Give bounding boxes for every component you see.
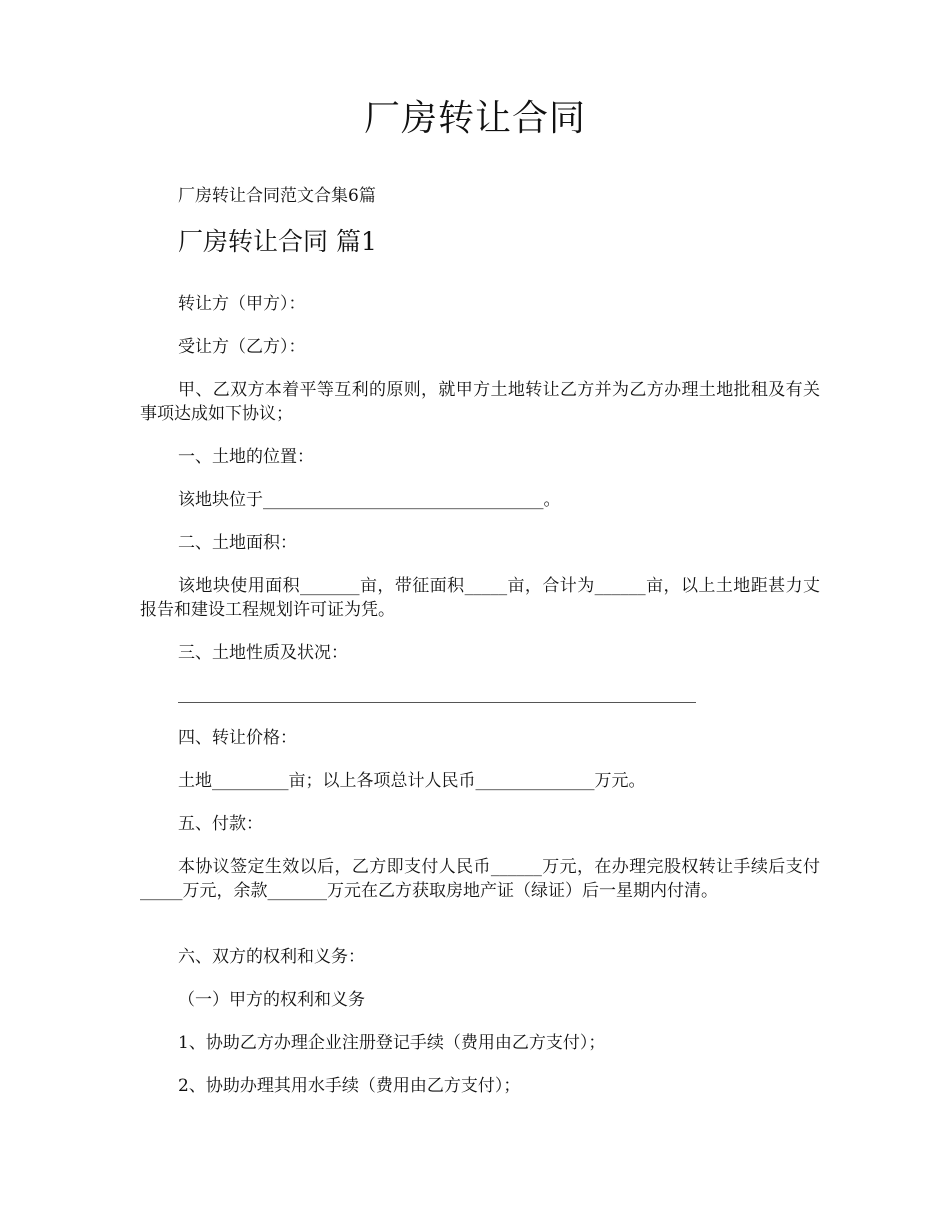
payment-paragraph: 本协议签定生效以后，乙方即支付人民币______万元，在办理完股权转让手续后支付_____万元，余款_______万元在乙方获取房地产证（绿证）后一星期内付清。 (140, 857, 820, 901)
document-title: 厂房转让合同 (363, 98, 586, 139)
agreement-intro-paragraph: 甲、乙双方本着平等互利的原则，就甲方土地转让乙方并为乙方办理土地批租及有关事项达成如下协议； (140, 380, 820, 424)
item-1-line: 1、协助乙方办理企业注册登记手续（费用由乙方支付）； (178, 1033, 606, 1053)
transfer-price-line: 土地_________亩；以上各项总计人民币______________万元。 (178, 771, 646, 791)
blank-fill-rule (178, 702, 696, 703)
clause-3-heading: 三、土地性质及状况： (178, 643, 348, 663)
section-heading: 厂房转让合同 篇1 (178, 227, 377, 256)
land-location-line: 该地块位于_________________________________。 (178, 490, 561, 510)
clause-4-heading: 四、转让价格： (178, 728, 297, 748)
clause-5-heading: 五、付款： (178, 814, 263, 834)
land-area-paragraph: 该地块使用面积_______亩，带征面积_____亩，合计为______亩，以上土地距甚力丈报告和建设工程规划许可证为凭。 (140, 576, 820, 620)
party-a-line: 转让方（甲方）： (178, 294, 306, 314)
party-b-line: 受让方（乙方）： (178, 337, 306, 357)
document-subtitle: 厂房转让合同范文合集6篇 (178, 186, 376, 206)
clause-1-heading: 一、土地的位置： (178, 447, 314, 467)
party-a-rights-heading: （一）甲方的权利和义务 (178, 990, 365, 1010)
clause-6-heading: 六、双方的权利和义务： (178, 947, 365, 967)
item-2-line: 2、协助办理其用水手续（费用由乙方支付）； (178, 1076, 521, 1096)
clause-2-heading: 二、土地面积： (178, 533, 297, 553)
